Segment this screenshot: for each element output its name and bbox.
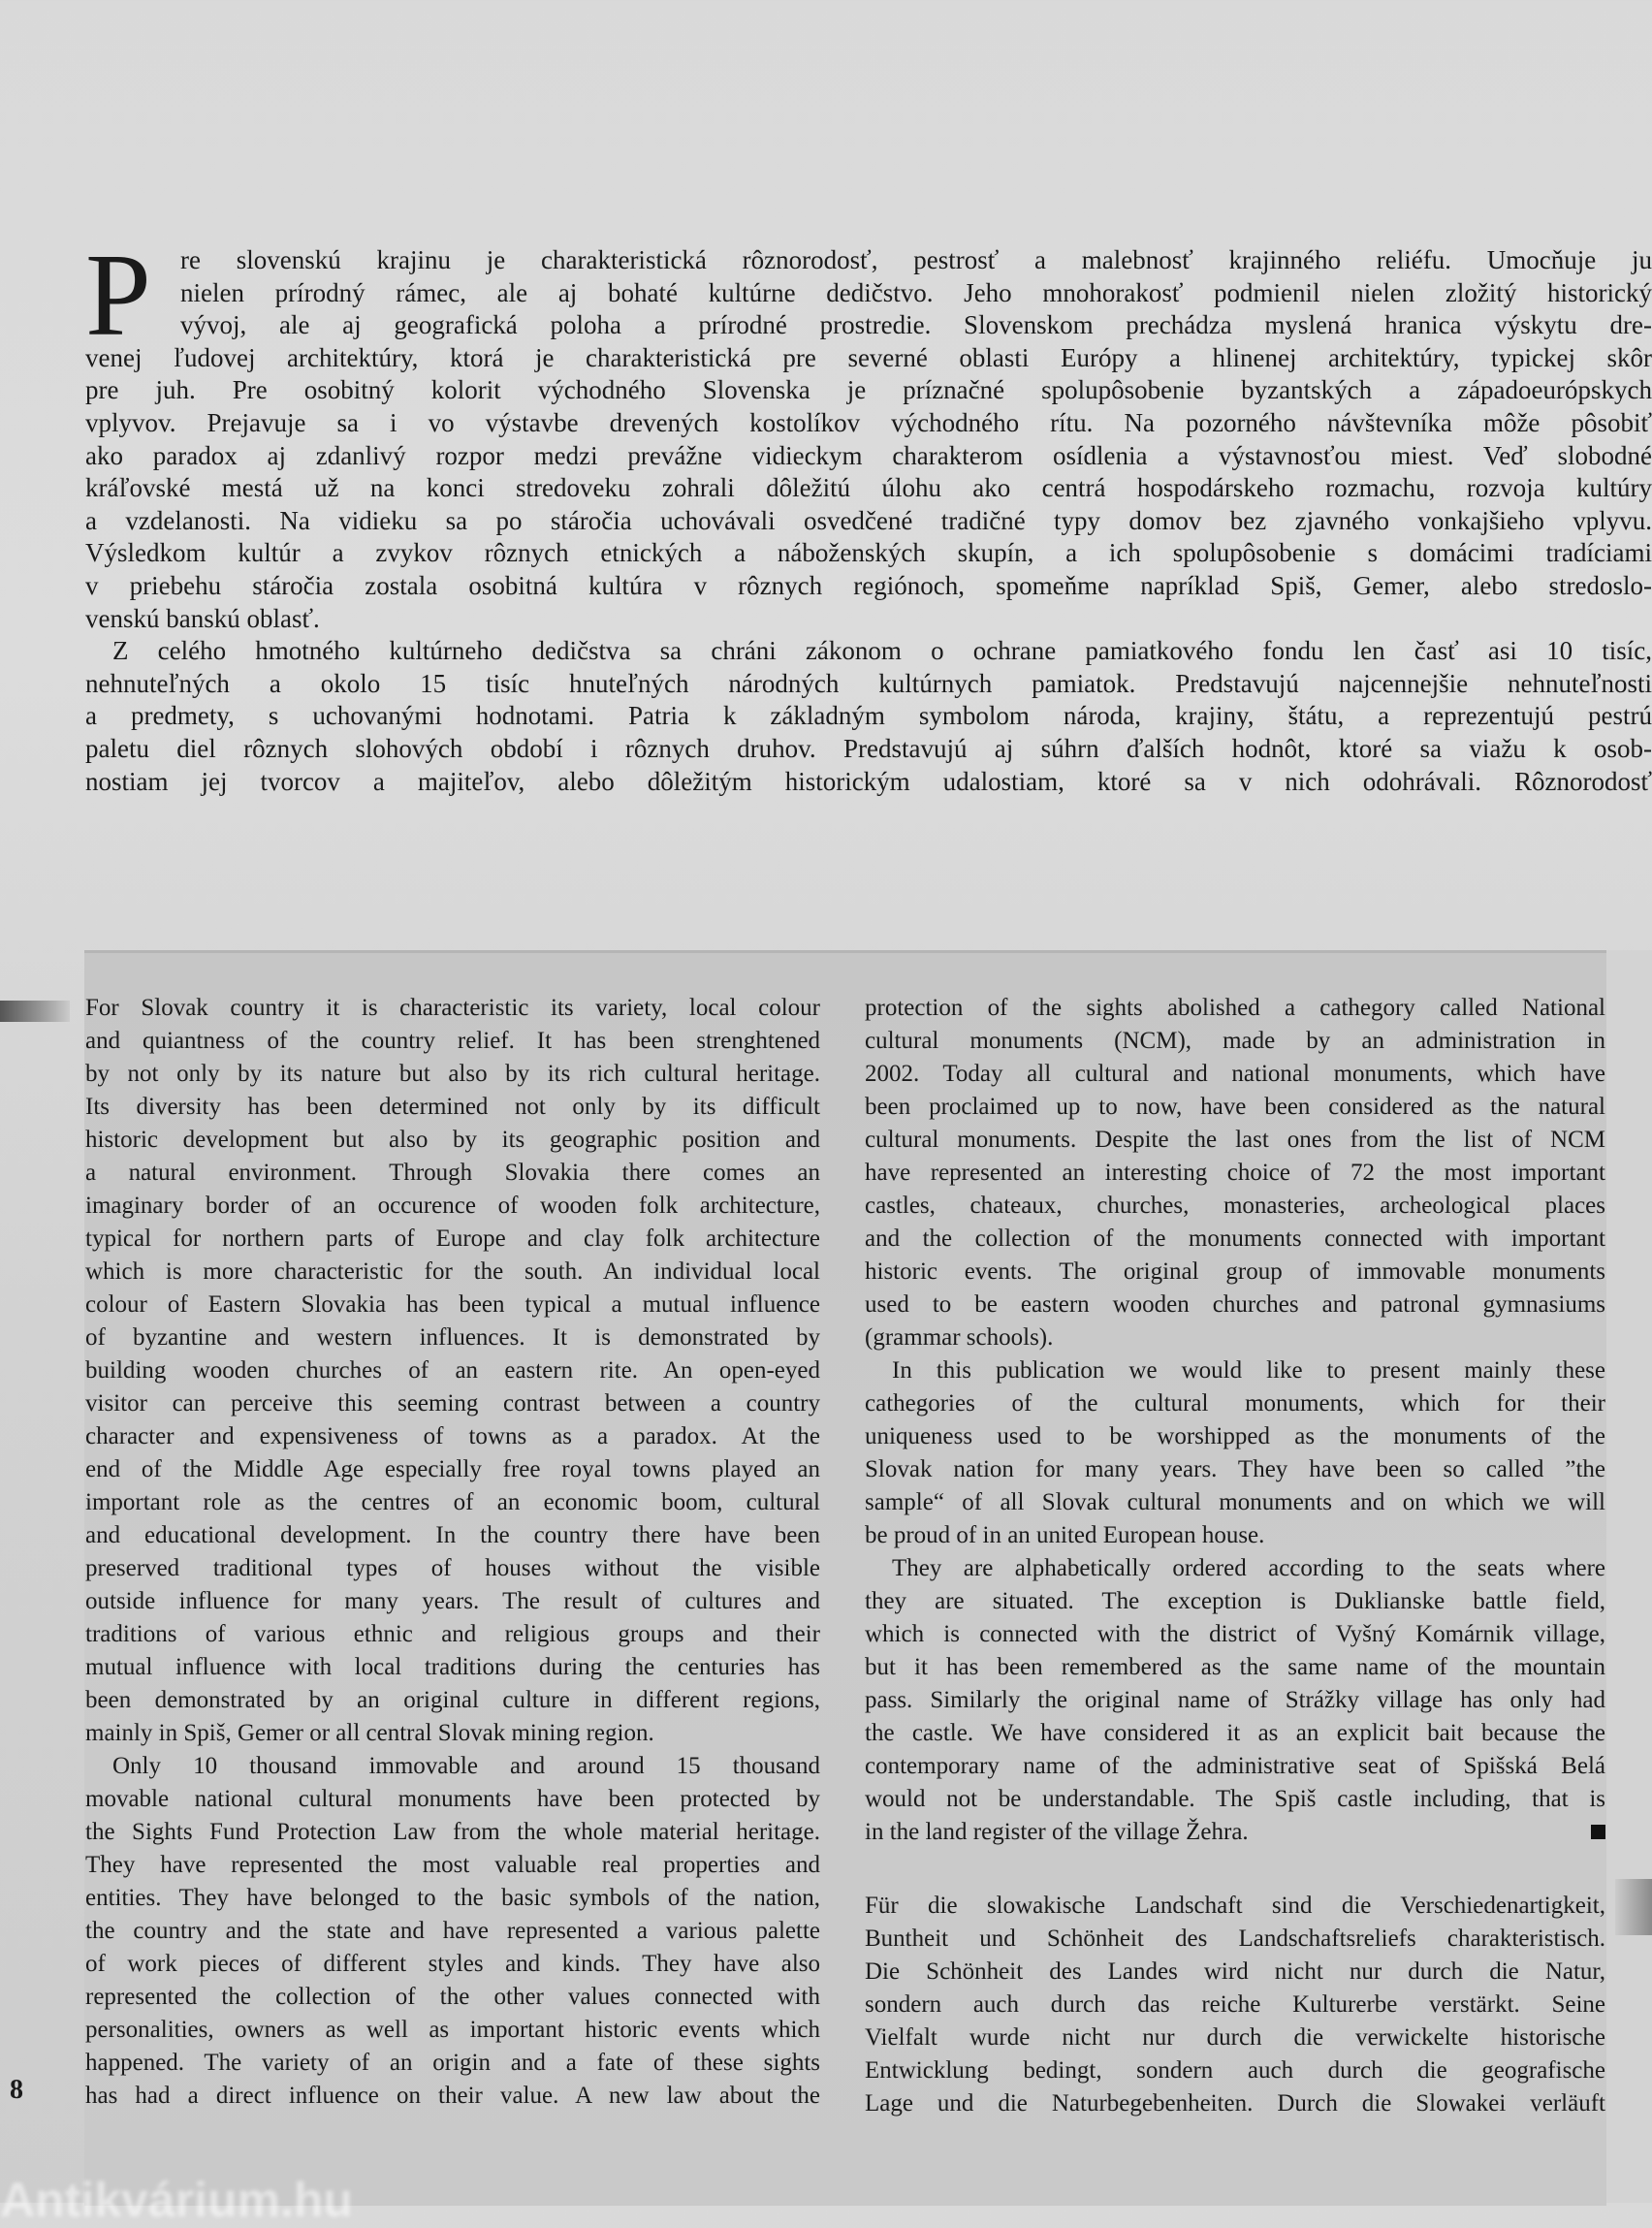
text-line — [865, 1956, 1605, 1989]
text-line — [85, 309, 1652, 342]
text-line — [865, 1190, 1605, 1223]
text-line — [865, 1091, 1605, 1124]
text-line — [85, 668, 1652, 701]
text-line — [85, 407, 1652, 440]
text-line-content: mainly in Spiš, Gemer or all central Slovak mining region. — [85, 1720, 654, 1746]
text-line — [85, 1750, 820, 1783]
text-line-content: entities. They have belonged to the basic symbols of the nation, — [85, 1885, 820, 1911]
text-line-content: Z celého hmotného kultúrneho dedičstva sa chráni zákonom o ochrane pamiatkového fondu len časť asi 10 tisíc, — [112, 636, 1652, 666]
text-line-content: happened. The variety of an origin and a fate of these sights — [85, 2050, 820, 2076]
text-line-content: imaginary border of an occurence of wooden folk architecture, — [85, 1193, 820, 1219]
text-line-content: been demonstrated by an original culture in different regions, — [85, 1687, 820, 1713]
text-line — [85, 635, 1652, 668]
text-line — [865, 1289, 1605, 1321]
drop-cap: P — [85, 230, 151, 361]
text-line-content: Die Schönheit des Landes wird nicht nur durch die Natur, — [865, 1958, 1605, 1985]
english-text-right-column — [865, 992, 1605, 1849]
text-line — [85, 440, 1652, 473]
text-line-content: and quiantness of the country relief. It has been strenghtened — [85, 1028, 820, 1054]
text-line-content: kráľovské mestá už na konci stredoveku zohrali dôležitú úlohu ako centrá hospodárskeho rozmachu, rozvoja kultúry — [85, 473, 1652, 503]
text-line-content: Výsledkom kultúr a zvykov rôznych etnických a náboženských skupín, a ich spolupôsobenie s domácimi tradíciami — [85, 538, 1652, 568]
text-line-content: Lage und die Naturbegebenheiten. Durch die Slowakei verläuft — [865, 2090, 1605, 2117]
text-line-content: represented the collection of the other values connected with — [85, 1984, 820, 2010]
text-line-content: used to be eastern wooden churches and patronal gymnasiums — [865, 1291, 1605, 1318]
text-line-content: sondern auch durch das reiche Kulturerbe verstärkt. Seine — [865, 1991, 1605, 2018]
text-line-content: been proclaimed up to now, have been considered as the natural — [865, 1094, 1605, 1120]
text-line — [865, 1618, 1605, 1651]
text-line — [865, 1989, 1605, 2021]
page-edge — [1606, 950, 1652, 2203]
text-line — [865, 1519, 1605, 1552]
text-line — [85, 1124, 820, 1157]
text-line-content: Slovak nation for many years. They have been so called ”the — [865, 1456, 1605, 1482]
text-line-content: colour of Eastern Slovakia has been typical a mutual influence — [85, 1291, 820, 1318]
text-line-content: typical for northern parts of Europe and clay folk architecture — [85, 1225, 820, 1252]
text-line-content: sample“ of all Slovak cultural monuments and on which we will — [865, 1489, 1605, 1515]
text-line-content: of byzantine and western influences. It is demonstrated by — [85, 1324, 820, 1351]
text-line-content: castles, chateaux, churches, monasteries, archeological places — [865, 1193, 1605, 1219]
text-line — [865, 992, 1605, 1025]
text-line — [85, 1585, 820, 1618]
text-line — [85, 1915, 820, 1948]
text-line — [85, 1157, 820, 1190]
text-line — [85, 537, 1652, 570]
text-line-content: which is connected with the district of Vyšný Komárnik village, — [865, 1621, 1605, 1647]
text-line-content: vplyvov. Prejavuje sa i vo výstavbe drevených kostolíkov východného rítu. Na pozorného návštevníka môže pôsobiť — [85, 407, 1652, 437]
text-line — [85, 570, 1652, 603]
text-line-content: movable national cultural monuments have been protected by — [85, 1786, 820, 1812]
text-line — [85, 1289, 820, 1321]
text-line — [865, 1387, 1605, 1420]
end-of-article-mark — [1591, 1825, 1605, 1839]
text-line — [85, 733, 1652, 766]
section-marker-left — [0, 1001, 70, 1022]
text-line-content: Für die slowakische Landschaft sind die Verschiedenartigkeit, — [865, 1893, 1605, 1919]
text-line — [85, 1025, 820, 1058]
text-line — [85, 1190, 820, 1223]
text-line-content: pass. Similarly the original name of Strážky village has only had — [865, 1687, 1605, 1713]
text-line — [85, 1453, 820, 1486]
text-line-content: end of the Middle Age especially free royal towns played an — [85, 1456, 820, 1482]
text-line — [865, 1124, 1605, 1157]
text-line-content: For Slovak country it is characteristic its variety, local colour — [85, 995, 820, 1021]
text-line-content: pre juh. Pre osobitný kolorit východného Slovenska je príznačné spolupôsobenie byzantských a západoeurópskych — [85, 375, 1652, 405]
text-line-content: important role as the centres of an economic boom, cultural — [85, 1489, 820, 1515]
text-line — [85, 1321, 820, 1354]
text-line — [85, 1256, 820, 1289]
text-line-content: and the collection of the monuments connected with important — [865, 1225, 1605, 1252]
text-line — [865, 2054, 1605, 2087]
text-line — [85, 1981, 820, 2014]
text-line-content: in the land register of the village Žehra. — [865, 1819, 1249, 1845]
text-line-content: historic development but also by its geographic position and — [85, 1127, 820, 1153]
text-line-content: They have represented the most valuable real properties and — [85, 1852, 820, 1878]
text-line-content: mutual influence with local traditions during the centuries has — [85, 1654, 820, 1680]
text-line — [865, 1552, 1605, 1585]
text-line — [85, 1486, 820, 1519]
text-line-content: have represented an interesting choice of 72 the most important — [865, 1160, 1605, 1186]
text-line — [85, 1783, 820, 1816]
text-line-content: paletu diel rôznych slohových období i rôznych druhov. Predstavujú aj súhrn ďalších hodnôt, ktoré sa viažu k osob- — [85, 733, 1652, 763]
text-line-content: the country and the state and have represented a various palette — [85, 1918, 820, 1944]
slovak-text — [85, 230, 1652, 798]
text-line-content: the Sights Fund Protection Law from the whole material heritage. — [85, 1819, 820, 1845]
text-line — [85, 2014, 820, 2047]
text-line — [865, 1585, 1605, 1618]
text-line-content: Only 10 thousand immovable and around 15 thousand — [112, 1753, 820, 1779]
text-line — [85, 374, 1652, 407]
text-line — [85, 472, 1652, 505]
text-line — [865, 1923, 1605, 1956]
text-line-content: cultural monuments. Despite the last ones from the list of NCM — [865, 1127, 1605, 1153]
text-line — [865, 1684, 1605, 1717]
text-line-content: be proud of in an united European house. — [865, 1522, 1265, 1548]
text-line — [85, 1223, 820, 1256]
text-line — [85, 1387, 820, 1420]
text-line — [865, 1420, 1605, 1453]
text-line-content: preserved traditional types of houses without the visible — [85, 1555, 820, 1581]
text-line — [85, 1552, 820, 1585]
text-line-content: outside influence for many years. The result of cultures and — [85, 1588, 820, 1614]
text-line-content: ako paradox aj zdanlivý rozpor medzi prevážne vidieckym charakterom osídlenia a výstavnosťou miest. Veď slobodné — [85, 440, 1652, 470]
section-marker-right — [1615, 1879, 1652, 1935]
text-line — [85, 1420, 820, 1453]
text-line-content: a natural environment. Through Slovakia there comes an — [85, 1160, 820, 1186]
page-number: 8 — [10, 2075, 23, 2105]
text-line — [85, 700, 1652, 733]
text-line — [85, 1849, 820, 1882]
text-line-content: a vzdelanosti. Na vidieku sa po stáročia uchovávali osvedčené tradičné typy domov bez zjavného vonkajšieho vplyvu. — [85, 505, 1652, 535]
text-line — [85, 1684, 820, 1717]
text-line-content: In this publication we would like to present mainly these — [892, 1357, 1605, 1384]
text-line — [85, 1519, 820, 1552]
english-text-left-column — [85, 992, 820, 2113]
text-line — [85, 992, 820, 1025]
text-line-content: nielen prírodný rámec, ale aj bohaté kultúrne dedičstvo. Jeho mnohorakosť podmienil nielen zložitý historický — [180, 277, 1652, 307]
text-line — [865, 1651, 1605, 1684]
text-line — [85, 277, 1652, 310]
text-line — [865, 1717, 1605, 1750]
text-line-content: cultural monuments (NCM), made by an administration in — [865, 1028, 1605, 1054]
text-line-content: has had a direct influence on their value. A new law about the — [85, 2083, 820, 2109]
text-line-content: Its diversity has been determined not only by its difficult — [85, 1094, 820, 1120]
text-line-content: contemporary name of the administrative seat of Spišská Belá — [865, 1753, 1605, 1779]
text-line-content: Vielfalt wurde nicht nur durch die verwickelte historische — [865, 2024, 1605, 2051]
text-line-content: v priebehu stáročia zostala osobitná kultúra v rôznych regiónoch, spomeňme napríklad Spiš, Gemer, alebo stredoslo- — [85, 570, 1652, 600]
text-line-content: Entwicklung bedingt, sondern auch durch die geografische — [865, 2057, 1605, 2084]
text-line — [85, 1354, 820, 1387]
text-line — [865, 1058, 1605, 1091]
text-line — [865, 1890, 1605, 1923]
text-line-content: venej ľudovej architektúry, ktorá je charakteristická pre severné oblasti Európy a hlinenej architektúry, typickej skôr — [85, 342, 1652, 372]
text-line — [865, 1354, 1605, 1387]
text-line — [865, 1256, 1605, 1289]
text-line — [85, 766, 1652, 799]
text-line — [85, 1882, 820, 1915]
text-line — [85, 2080, 820, 2113]
text-line — [865, 2021, 1605, 2054]
text-line — [85, 1091, 820, 1124]
text-line-content: venskú banskú oblasť. — [85, 603, 320, 633]
text-line — [865, 2087, 1605, 2120]
text-line-content: which is more characteristic for the south. An individual local — [85, 1258, 820, 1285]
text-line — [865, 1025, 1605, 1058]
text-line-content: character and expensiveness of towns as a paradox. At the — [85, 1423, 820, 1449]
text-line-content: traditions of various ethnic and religious groups and their — [85, 1621, 820, 1647]
text-line-content: by not only by its nature but also by its rich cultural heritage. — [85, 1061, 820, 1087]
text-line — [865, 1486, 1605, 1519]
text-line-content: the castle. We have considered it as an explicit bait because the — [865, 1720, 1605, 1746]
text-line-content: building wooden churches of an eastern rite. An open-eyed — [85, 1357, 820, 1384]
text-line-content: uniqueness used to be worshipped as the monuments of the — [865, 1423, 1605, 1449]
german-text — [865, 1890, 1605, 2120]
text-line — [85, 1618, 820, 1651]
text-line — [85, 603, 1652, 636]
text-line — [85, 1717, 820, 1750]
text-line-content: of work pieces of different styles and kinds. They have also — [85, 1951, 820, 1977]
text-line — [865, 1783, 1605, 1816]
text-line — [865, 1223, 1605, 1256]
text-line — [85, 505, 1652, 538]
text-line — [85, 244, 1652, 277]
text-line-content: and educational development. In the country there have been — [85, 1522, 820, 1548]
text-line-content: (grammar schools). — [865, 1324, 1054, 1351]
text-line-content: nehnuteľných a okolo 15 tisíc hnuteľných národných kultúrnych pamiatok. Predstavujú najcennejšie nehnuteľnosti — [85, 668, 1652, 698]
text-line — [85, 2047, 820, 2080]
text-line — [85, 1816, 820, 1849]
text-line-content: personalities, owners as well as important historic events which — [85, 2017, 820, 2043]
text-line-content: cathegories of the cultural monuments, which for their — [865, 1390, 1605, 1416]
text-line-content: protection of the sights abolished a cathegory called National — [865, 995, 1605, 1021]
text-line-content: but it has been remembered as the same name of the mountain — [865, 1654, 1605, 1680]
text-line-content: would not be understandable. The Spiš castle including, that is — [865, 1786, 1605, 1812]
text-line-content: 2002. Today all cultural and national monuments, which have — [865, 1061, 1605, 1087]
text-line-content: nostiam jej tvorcov a majiteľov, alebo dôležitým historickým udalostiam, ktoré sa v nich odohrávali. Rôznorodosť — [85, 766, 1652, 796]
text-line-content: a predmety, s uchovanými hodnotami. Patria k základným symbolom národa, krajiny, štátu, a reprezentujú pestrú — [85, 701, 1652, 731]
watermark: Antikvárium.hu — [0, 2173, 353, 2227]
text-line — [865, 1321, 1605, 1354]
text-line-content: re slovenskú krajinu je charakteristická rôznorodosť, pestrosť a malebnosť krajinného reliéfu. Umocňuje ju — [180, 245, 1652, 274]
text-line-content: visitor can perceive this seeming contrast between a country — [85, 1390, 820, 1416]
text-line — [85, 342, 1652, 375]
text-line — [85, 1058, 820, 1091]
text-line-content: Buntheit und Schönheit des Landschaftsreliefs charakteristisch. — [865, 1926, 1605, 1952]
text-line — [865, 1453, 1605, 1486]
text-line — [865, 1157, 1605, 1190]
text-line-content: they are situated. The exception is Duklianske battle field, — [865, 1588, 1605, 1614]
text-line-content: historic events. The original group of immovable monuments — [865, 1258, 1605, 1285]
text-line — [85, 1651, 820, 1684]
text-line — [865, 1750, 1605, 1783]
text-line-content: vývoj, ale aj geografická poloha a prírodné prostredie. Slovenskom prechádza myslená hranica výskytu dre- — [180, 310, 1652, 340]
text-line — [865, 1816, 1605, 1849]
text-line-content: They are alphabetically ordered according to the seats where — [892, 1555, 1605, 1581]
text-line — [85, 1948, 820, 1981]
